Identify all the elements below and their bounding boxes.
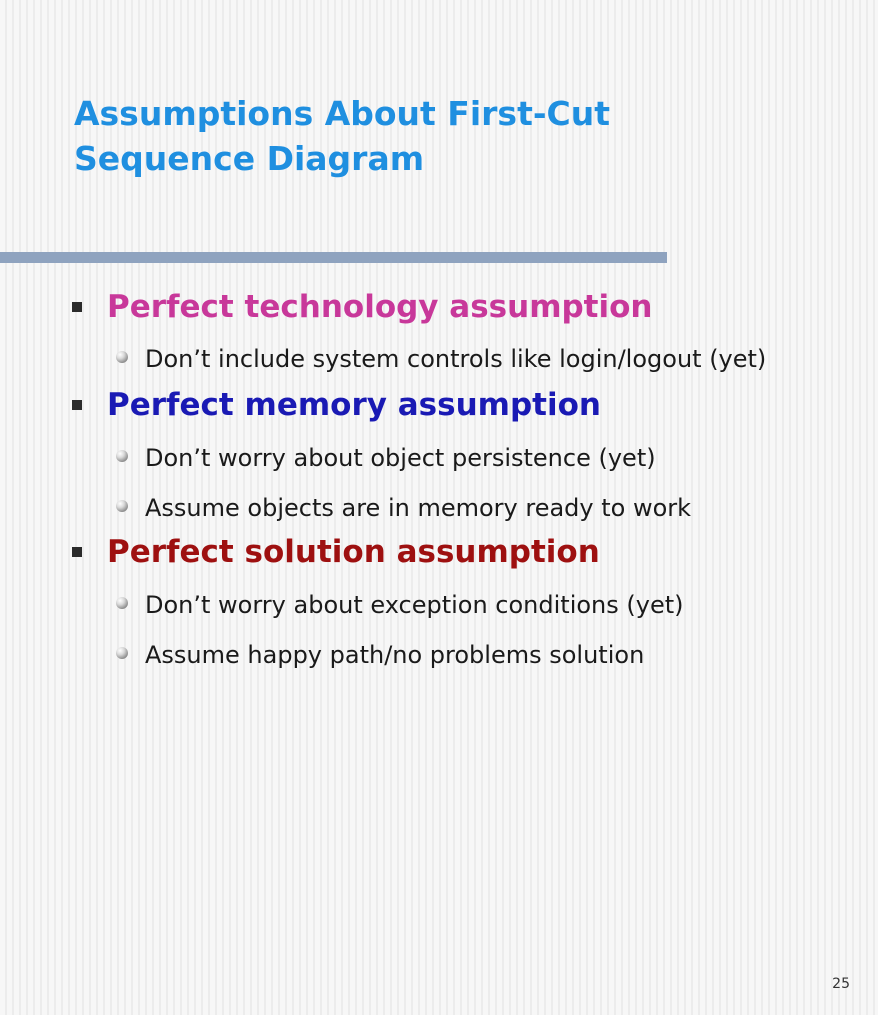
round-bullet-icon — [116, 450, 128, 462]
round-bullet-icon — [116, 351, 128, 363]
round-bullet-icon — [116, 500, 128, 512]
subbullet-objects-in-memory: Assume objects are in memory ready to work — [145, 494, 692, 522]
bullet-perfect-solution: Perfect solution assumption — [107, 534, 600, 570]
round-bullet-icon — [116, 647, 128, 659]
bullet-perfect-memory: Perfect memory assumption — [107, 387, 601, 423]
round-bullet-icon — [116, 597, 128, 609]
subbullet-system-controls: Don’t include system controls like login/logout (yet) — [145, 345, 767, 373]
slide-title — [74, 91, 834, 181]
title-underline-bar — [0, 252, 667, 263]
page-number: 25 — [832, 976, 850, 992]
square-bullet-icon — [72, 547, 82, 557]
subbullet-object-persistence: Don’t worry about object persistence (yet) — [145, 444, 656, 472]
subbullet-exception-conditions: Don’t worry about exception conditions (yet) — [145, 591, 684, 619]
square-bullet-icon — [72, 400, 82, 410]
bullet-perfect-technology: Perfect technology assumption — [107, 289, 653, 325]
slide-title-line-1: Assumptions About First-Cut — [74, 94, 611, 133]
square-bullet-icon — [72, 302, 82, 312]
slide-title-line-2: Sequence Diagram — [74, 139, 425, 178]
subbullet-happy-path: Assume happy path/no problems solution — [145, 641, 645, 669]
